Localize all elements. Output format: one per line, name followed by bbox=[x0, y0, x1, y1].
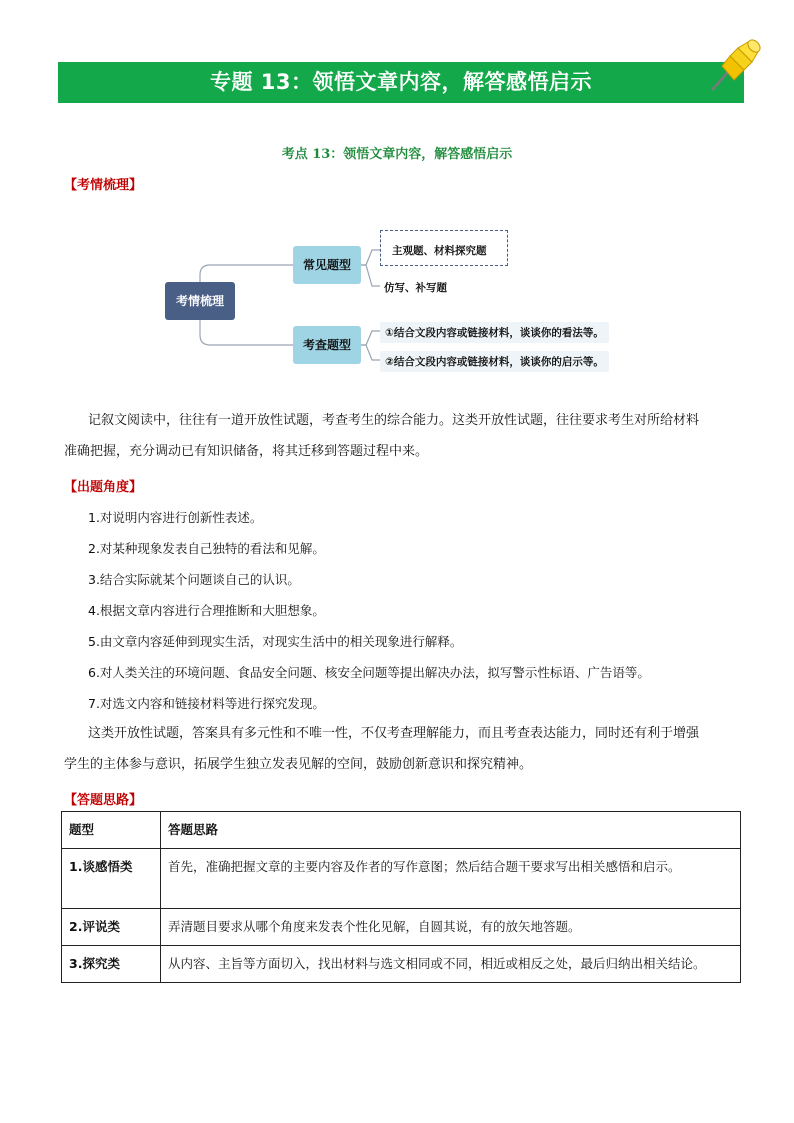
mindmap-branch-exam-types: 考查题型 bbox=[293, 326, 361, 364]
table-cell-type: 3.探究类 bbox=[62, 946, 161, 983]
table-cell-idea: 弄清题目要求从哪个角度来发表个性化见解，自圆其说，有的放矢地答题。 bbox=[161, 909, 741, 946]
section-heading-angles: 【出题角度】 bbox=[64, 480, 143, 495]
table-header: 答题思路 bbox=[161, 812, 741, 849]
section-heading-analysis: 【考情梳理】 bbox=[64, 178, 143, 193]
mindmap-leaf: 主观题、材料探究题 bbox=[392, 245, 487, 257]
list-item: 7.对选文内容和链接材料等进行探究发现。 bbox=[88, 696, 325, 711]
table-cell-idea: 首先，准确把握文章的主要内容及作者的写作意图；然后结合题干要求写出相关感悟和启示。 bbox=[161, 849, 741, 909]
mindmap-leaf: ②结合文段内容或链接材料，谈谈你的启示等。 bbox=[380, 351, 609, 372]
table-cell-type: 1.谈感悟类 bbox=[62, 849, 161, 909]
intro-line: 准确把握，充分调动已有知识储备，将其迁移到答题过程中来。 bbox=[64, 444, 429, 459]
mindmap-leaf: 仿写、补写题 bbox=[384, 282, 447, 294]
mindmap-root-node: 考情梳理 bbox=[165, 282, 235, 320]
table-row bbox=[62, 946, 741, 983]
list-item: 3.结合实际就某个问题谈自己的认识。 bbox=[88, 572, 300, 587]
list-item: 5.由文章内容延伸到现实生活，对现实生活中的相关现象进行解释。 bbox=[88, 634, 463, 649]
list-item: 4.根据文章内容进行合理推断和大胆想象。 bbox=[88, 603, 325, 618]
page-title: 专题 13：领悟文章内容，解答感悟启示 bbox=[209, 70, 593, 94]
section-heading-approach: 【答题思路】 bbox=[64, 793, 143, 808]
table-row bbox=[62, 849, 741, 909]
list-item: 2.对某种现象发表自己独特的看法和见解。 bbox=[88, 541, 325, 556]
summary-line: 学生的主体参与意识，拓展学生独立发表见解的空间，鼓励创新意识和探究精神。 bbox=[64, 757, 533, 772]
list-item: 1.对说明内容进行创新性表述。 bbox=[88, 510, 263, 525]
table-header-row bbox=[62, 812, 741, 849]
section-subtitle: 考点 13：领悟文章内容，解答感悟启示 bbox=[281, 147, 513, 162]
answer-approach-table bbox=[61, 811, 741, 983]
table-cell-idea: 从内容、主旨等方面切入，找出材料与选文相同或不同，相近或相反之处，最后归纳出相关结论。 bbox=[161, 946, 741, 983]
table-header: 题型 bbox=[62, 812, 161, 849]
list-item: 6.对人类关注的环境问题、食品安全问题、核安全问题等提出解决办法，拟写警示性标语、广告语等。 bbox=[88, 665, 650, 680]
mindmap-leaf: ①结合文段内容或链接材料，谈谈你的看法等。 bbox=[380, 322, 609, 343]
table-cell-type: 2.评说类 bbox=[62, 909, 161, 946]
table-row bbox=[62, 909, 741, 946]
summary-line: 这类开放性试题，答案具有多元性和不唯一性，不仅考查理解能力，而且考查表达能力，同时还有利于增强 bbox=[88, 726, 700, 741]
mindmap-branch-common-types: 常见题型 bbox=[293, 246, 361, 284]
intro-line: 记叙文阅读中，往往有一道开放性试题，考查考生的综合能力。这类开放性试题，往往要求考生对所给材料 bbox=[88, 413, 700, 428]
